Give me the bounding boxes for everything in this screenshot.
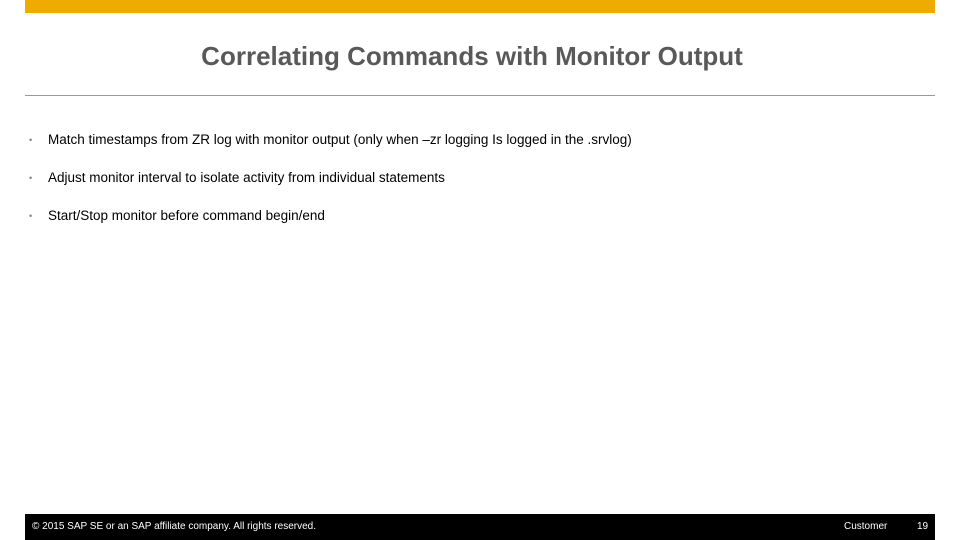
bullet-marker: • [29, 211, 33, 221]
top-accent-bar [25, 0, 935, 13]
bullet-text: Adjust monitor interval to isolate activity from individual statements [48, 170, 445, 185]
slide-title: Correlating Commands with Monitor Output [201, 41, 743, 71]
bullet-marker: • [29, 135, 33, 145]
footer-bar [25, 514, 935, 540]
bullet-marker: • [29, 173, 33, 183]
bullet-item [25, 128, 925, 166]
bullet-item [25, 204, 925, 242]
bullet-text: Start/Stop monitor before command begin/end [48, 208, 325, 223]
page-number: 19 [917, 521, 929, 532]
classification-label: Customer [844, 521, 888, 532]
bullet-list [25, 128, 925, 242]
copyright-notice: © 2015 SAP SE or an SAP affiliate company. All rights reserved. [32, 521, 317, 532]
bullet-text: Match timestamps from ZR log with monitor output (only when –zr logging Is logged in the .srvlog) [48, 132, 632, 147]
bullet-item [25, 166, 925, 204]
title-divider [25, 95, 935, 96]
